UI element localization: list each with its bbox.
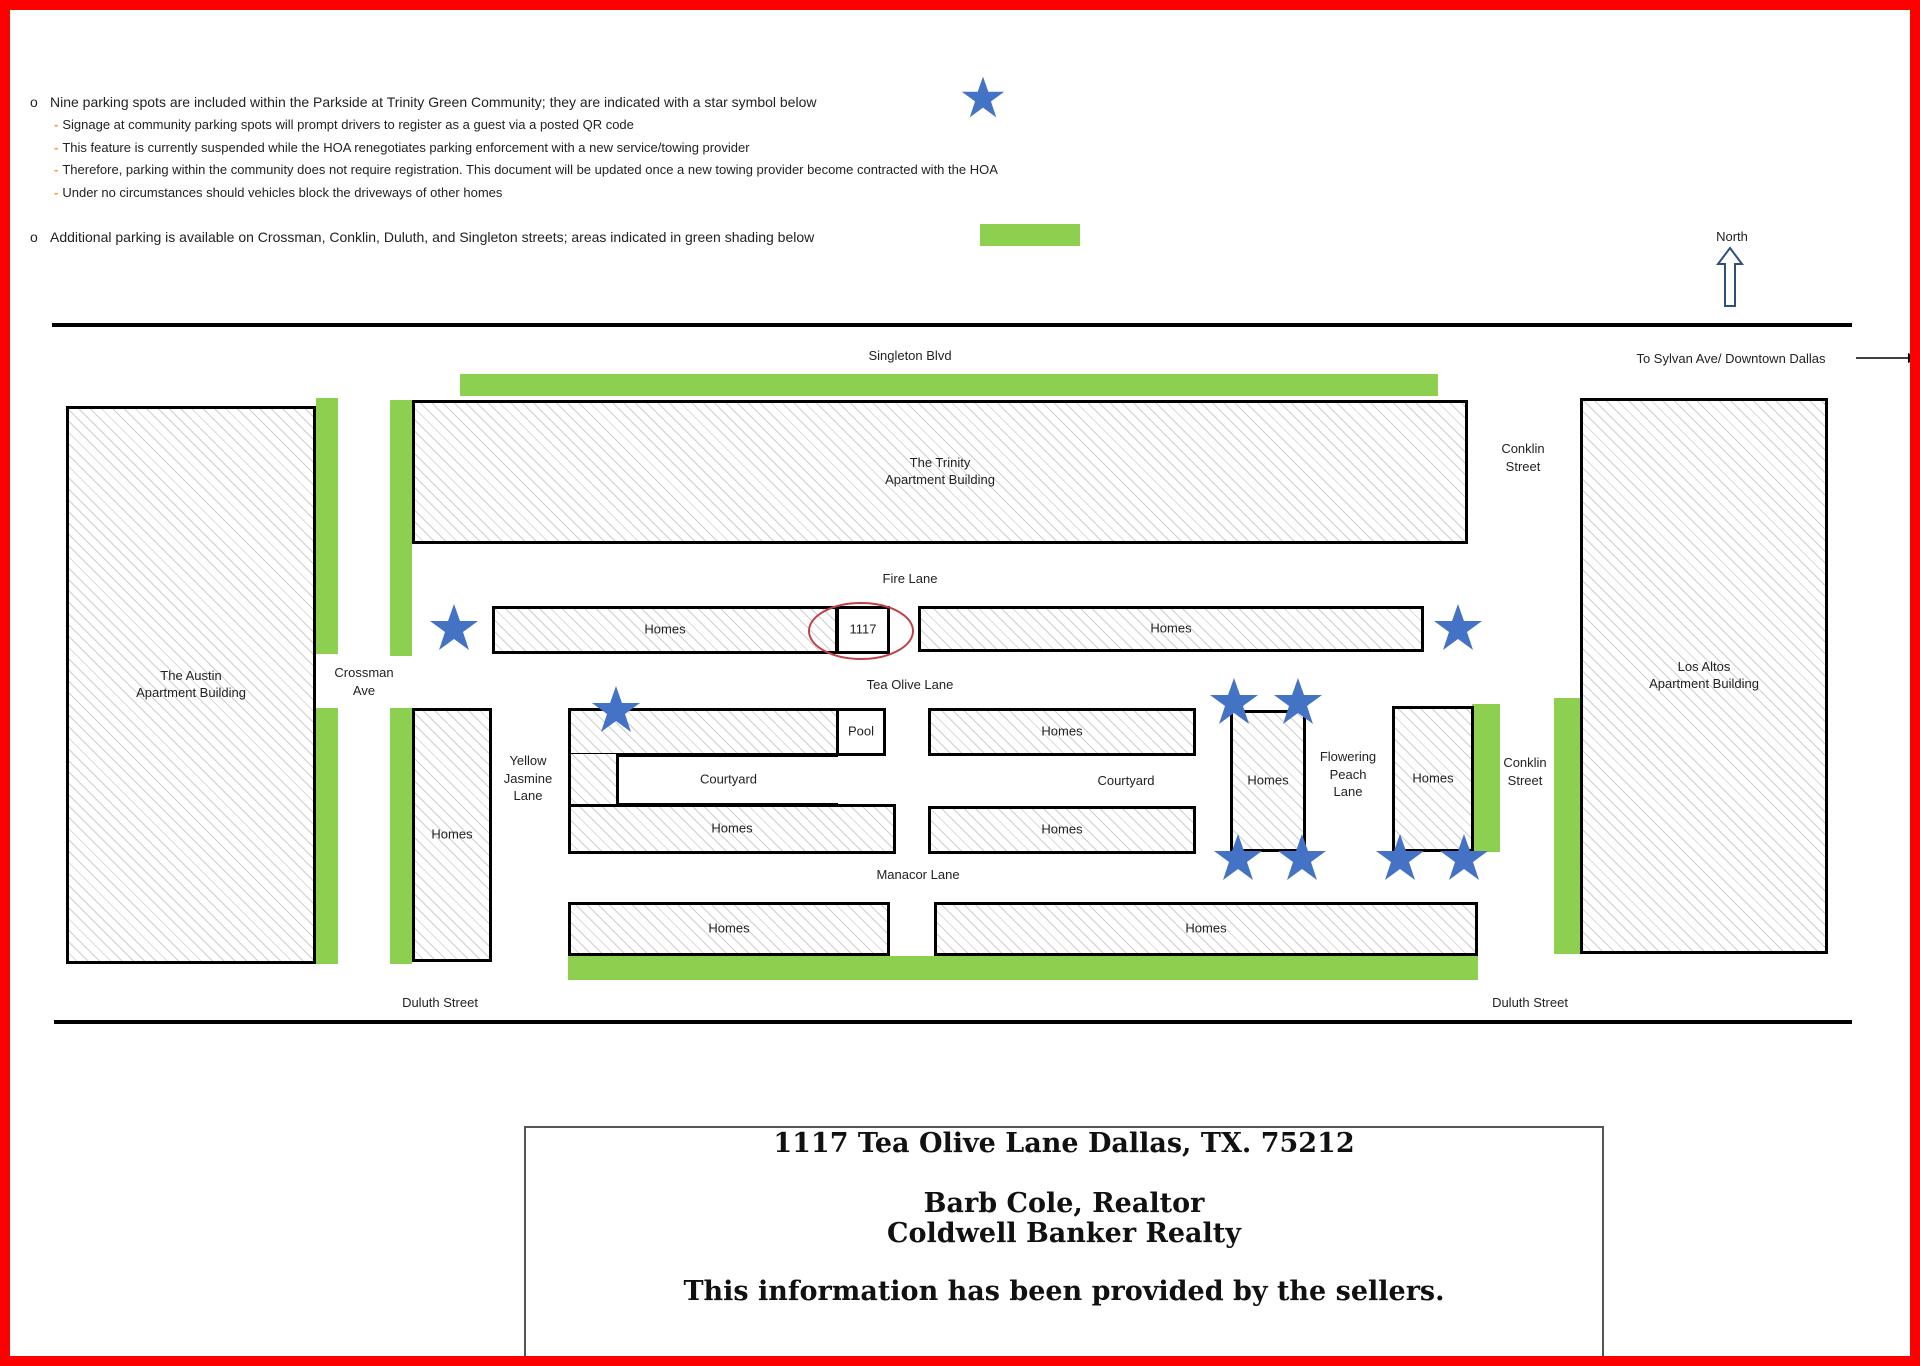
sylvan-label: To Sylvan Ave/ Downtown Dallas <box>1636 351 1826 366</box>
homes-block-crossman: Homes <box>412 708 492 962</box>
parking-star-icon <box>590 684 642 734</box>
homes-block-fire-lane-east: Homes <box>918 606 1424 652</box>
legend-green-swatch <box>980 224 1080 246</box>
parking-crossman-east-lower <box>390 708 412 964</box>
subnote-2: - This feature is currently suspended while the HOA renegotiates parking enforcement with a new service/towing provider <box>54 140 750 155</box>
unit-1117-highlight-circle <box>806 600 916 662</box>
parking-star-icon <box>1438 832 1490 882</box>
realty-company: Coldwell Banker Realty <box>887 1218 1241 1249</box>
disclaimer: This information has been provided by the sellers. <box>683 1276 1445 1307</box>
conklin-street-label-top: Conklin Street <box>1501 441 1545 474</box>
duluth-street-label-left: Duluth Street <box>402 995 478 1010</box>
trinity-apartment-building: The Trinity Apartment Building <box>412 400 1468 544</box>
los-altos-apartment-building: Los Altos Apartment Building <box>1580 398 1828 954</box>
singleton-blvd-label: Singleton Blvd <box>868 348 952 363</box>
homes-block-courtyard-east-top: Homes <box>928 708 1196 756</box>
homes-block-flowering-peach-east: Homes <box>1392 706 1474 852</box>
parking-star-icon <box>1212 832 1264 882</box>
homes-block-courtyard-west-bottom: Homes <box>568 804 896 854</box>
parking-star-icon <box>1374 832 1426 882</box>
tea-olive-lane-label: Tea Olive Lane <box>866 677 954 692</box>
homes-block-flowering-peach-west: Homes <box>1230 710 1306 852</box>
parking-star-icon <box>1272 676 1324 726</box>
note-parking-spots: Nine parking spots are included within the Parkside at Trinity Green Community; they are indicated with a star symbol below <box>50 94 817 110</box>
parking-star-icon <box>1208 676 1260 726</box>
homes-block-manacor-east: Homes <box>934 902 1478 956</box>
subnote-4: - Under no circumstances should vehicles block the driveways of other homes <box>54 185 503 200</box>
north-arrow-icon <box>1716 246 1744 308</box>
north-label: North <box>1716 229 1748 244</box>
duluth-road-line <box>54 1020 1852 1024</box>
parking-crossman-east-upper <box>390 400 412 656</box>
parking-star-icon <box>428 602 480 652</box>
realtor-name: Barb Cole, Realtor <box>923 1188 1205 1219</box>
subnote-3: - Therefore, parking within the community does not require registration. This document will be updated once a new towing provider become contracted with the HOA <box>54 162 998 177</box>
parking-singleton <box>460 374 1438 396</box>
homes-block-courtyard-east-bottom: Homes <box>928 806 1196 854</box>
homes-block-fire-lane-west: Homes <box>492 606 838 654</box>
bullet-marker-2: o <box>30 229 38 245</box>
bullet-marker: o <box>30 94 38 110</box>
conklin-street-label-mid: Conklin Street <box>1503 755 1547 788</box>
unit-1117: 1117 <box>836 606 890 654</box>
crossman-ave-label: Crossman Ave <box>334 665 394 698</box>
parking-star-icon <box>1276 832 1328 882</box>
fire-lane-label: Fire Lane <box>882 571 938 586</box>
parking-star-icon <box>1432 602 1484 652</box>
austin-apartment-building: The Austin Apartment Building <box>66 406 316 964</box>
yellow-jasmine-lane-label: Yellow Jasmine Lane <box>503 753 553 804</box>
duluth-street-label-right: Duluth Street <box>1492 995 1568 1010</box>
sylvan-arrow-icon <box>1856 350 1920 366</box>
u-block-spine <box>568 754 620 806</box>
parking-conklin-east <box>1554 698 1580 954</box>
courtyard-east-label: Courtyard <box>1097 773 1155 788</box>
legend-star-icon <box>960 74 1006 120</box>
homes-block-manacor-west: Homes <box>568 902 890 956</box>
listing-info-box <box>524 1126 1604 1366</box>
pool: Pool <box>836 708 886 756</box>
listing-address: 1117 Tea Olive Lane Dallas, TX. 75212 <box>773 1128 1355 1159</box>
subnote-1: - Signage at community parking spots will prompt drivers to register as a guest via a posted QR code <box>54 117 634 132</box>
singleton-road-line <box>52 323 1852 327</box>
parking-duluth <box>568 956 1478 980</box>
parking-crossman-west-upper <box>316 398 338 654</box>
manacor-lane-label: Manacor Lane <box>876 867 960 882</box>
parking-crossman-west-lower <box>316 708 338 964</box>
flowering-peach-lane-label: Flowering Peach Lane <box>1319 749 1377 800</box>
note-additional-parking: Additional parking is available on Crossman, Conklin, Duluth, and Singleton streets; areas indicated in green shading below <box>50 229 815 245</box>
courtyard-west: Courtyard <box>616 754 838 806</box>
